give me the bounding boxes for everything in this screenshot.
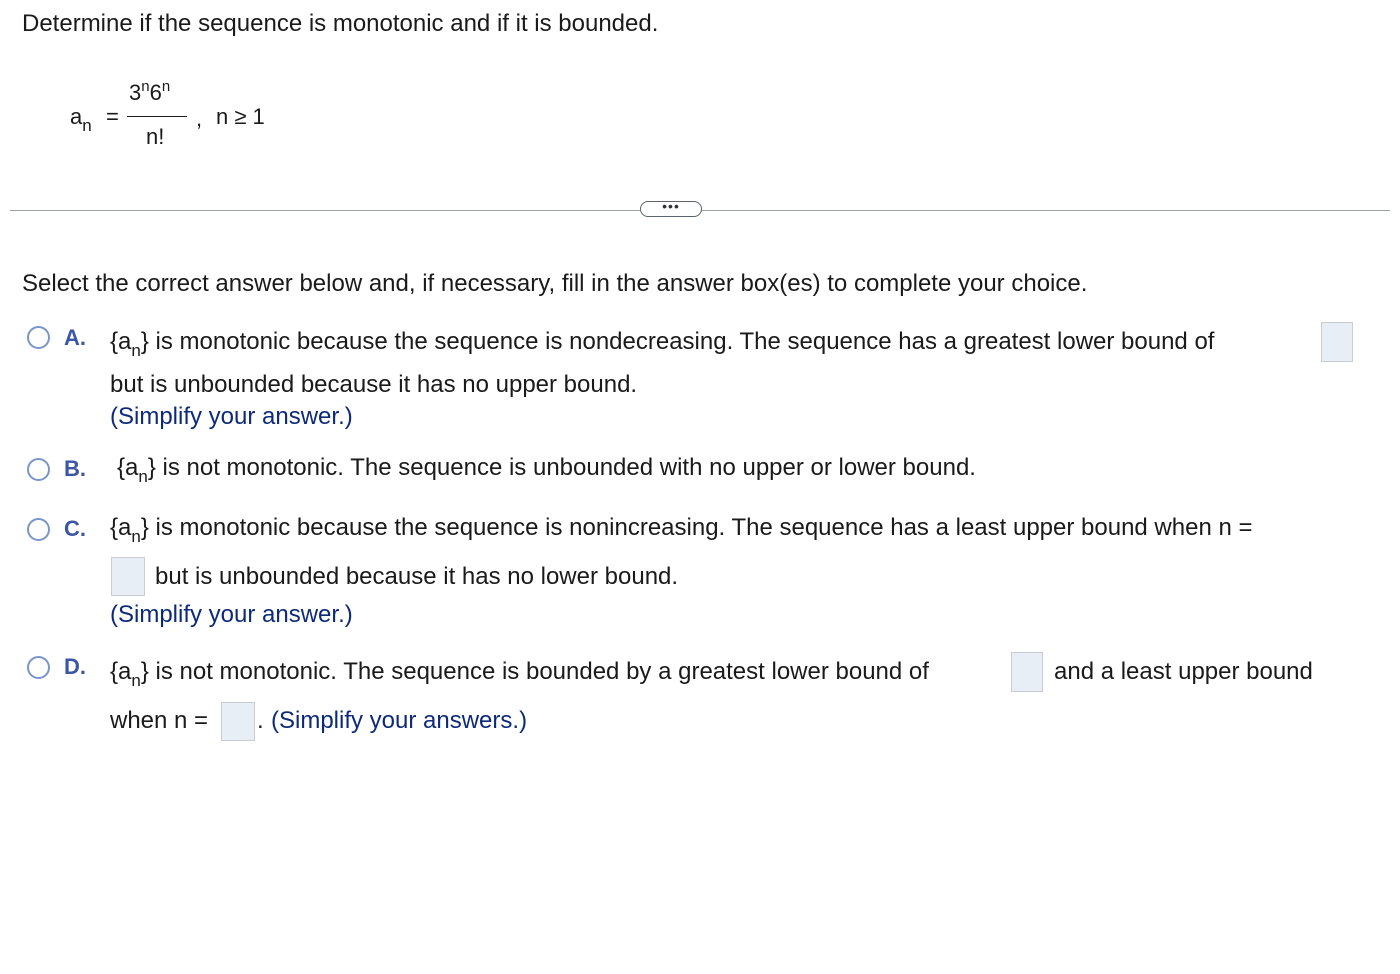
- formula-num-6: 6: [149, 80, 162, 105]
- option-a-set-open: {a: [110, 328, 132, 355]
- option-b-letter[interactable]: B.: [64, 456, 86, 481]
- formula-condition: n ≥ 1: [216, 104, 265, 129]
- option-c-letter[interactable]: C.: [64, 516, 86, 541]
- option-d-line1-text: } is not monotonic. The sequence is bounded by a greatest lower bound of: [140, 658, 929, 685]
- option-c-radio[interactable]: [27, 518, 50, 541]
- formula-num-3: 3: [129, 80, 142, 105]
- option-d-line1-end: and a least upper bound: [1054, 658, 1313, 685]
- more-options-button[interactable]: •••: [640, 201, 702, 217]
- option-c-line2: but is unbounded because it has no lower bound.: [155, 563, 679, 590]
- option-a-line1: [110, 328, 1215, 360]
- formula-equals: =: [106, 104, 119, 129]
- option-d-line2-start: when n =: [110, 707, 209, 734]
- option-a-hint: (Simplify your answer.): [110, 403, 353, 430]
- option-a-line1-text: } is monotonic because the sequence is nondecreasing. The sequence has a greatest lower bound of: [140, 328, 1215, 355]
- option-b-line1: [117, 454, 976, 486]
- formula-comma: ,: [196, 106, 203, 131]
- option-d-answer-box-lower[interactable]: [1011, 652, 1043, 692]
- option-a-radio[interactable]: [27, 326, 50, 349]
- option-a-set-sub: n: [131, 341, 141, 360]
- formula-num-exp2: n: [161, 78, 171, 95]
- option-b-set-sub: n: [138, 467, 148, 486]
- option-c-hint: (Simplify your answer.): [110, 601, 353, 628]
- formula-lhs-sub: n: [82, 116, 92, 135]
- option-d-line1: [110, 658, 929, 690]
- option-c-answer-box[interactable]: [111, 557, 145, 596]
- formula-num-exp1: n: [141, 78, 150, 95]
- option-d-radio[interactable]: [27, 656, 50, 679]
- option-a-letter[interactable]: A.: [64, 325, 86, 350]
- option-b-radio[interactable]: [27, 458, 50, 481]
- option-c-set-open: {a: [110, 514, 132, 541]
- option-d-hint: (Simplify your answers.): [271, 707, 528, 734]
- option-c-set-sub: n: [131, 527, 141, 546]
- formula-numerator: [129, 80, 170, 106]
- option-b-line1-text: } is not monotonic. The sequence is unbounded with no upper or lower bound.: [147, 454, 976, 481]
- option-b-set-open: {a: [117, 454, 139, 481]
- option-a-line2: but is unbounded because it has no upper bound.: [110, 371, 638, 398]
- formula-lhs: [70, 104, 92, 135]
- option-a-answer-box[interactable]: [1321, 322, 1353, 362]
- formula-denominator: n!: [146, 124, 165, 149]
- question-prompt: Determine if the sequence is monotonic and if it is bounded.: [22, 10, 659, 37]
- option-d-set-sub: n: [131, 671, 141, 690]
- option-c-line1: [110, 514, 1253, 546]
- instruction-text: Select the correct answer below and, if necessary, fill in the answer box(es) to complete your choice.: [22, 270, 1088, 297]
- option-d-letter[interactable]: D.: [64, 654, 86, 679]
- option-d-answer-box-n[interactable]: [221, 702, 255, 741]
- option-d-period: .: [257, 707, 264, 734]
- formula-lhs-base: a: [70, 104, 83, 129]
- option-c-line1-text: } is monotonic because the sequence is nonincreasing. The sequence has a least upper bound when n =: [140, 514, 1253, 541]
- option-d-set-open: {a: [110, 658, 132, 685]
- fraction-bar: [127, 116, 187, 117]
